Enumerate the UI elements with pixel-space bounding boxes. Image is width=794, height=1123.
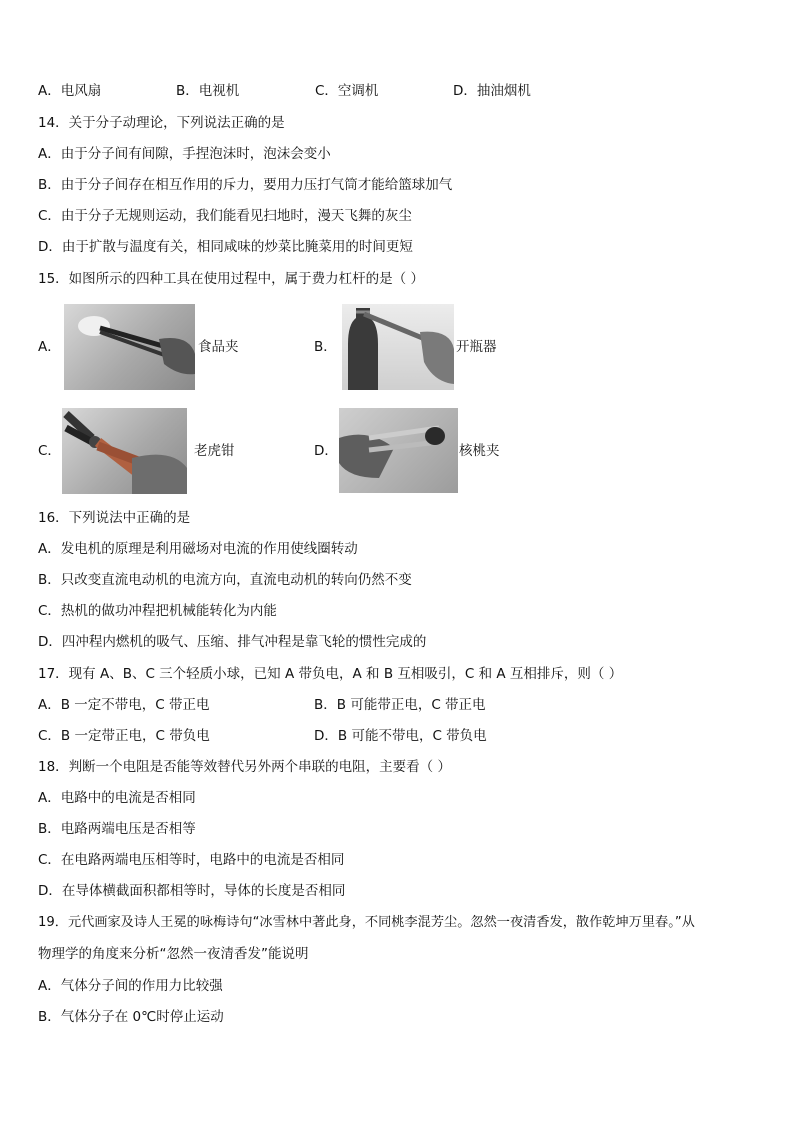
q19-stem-line1: 19．元代画家及诗人王冕的咏梅诗句“冰雪林中著此身，不同桃李混芳尘。忽然一夜清香发，散作乾坤万里春。”从 <box>38 915 695 930</box>
q15-option-a-caption: 食品夹 <box>198 339 239 355</box>
q14-option-a: A．由于分子间有间隙，手捏泡沫时，泡沫会变小 <box>38 146 331 162</box>
q18-option-d: D．在导体横截面积都相等时，导体的长度是否相同 <box>38 883 346 899</box>
q16-option-d: D．四冲程内燃机的吸气、压缩、排气冲程是靠飞轮的惯性完成的 <box>38 634 427 650</box>
q14-option-d: D．由于扩散与温度有关，相同咸味的炒菜比腌菜用的时间更短 <box>38 239 413 255</box>
q16-option-a: A．发电机的原理是利用磁场对电流的作用使线圈转动 <box>38 541 358 557</box>
q18-option-b: B．电路两端电压是否相等 <box>38 821 196 837</box>
q15-stem: 15．如图所示的四种工具在使用过程中，属于费力杠杆的是（ ） <box>38 271 424 287</box>
nutcracker-photo <box>339 408 458 493</box>
q18-option-a: A．电路中的电流是否相同 <box>38 790 196 806</box>
q17-stem: 17．现有 A、B、C 三个轻质小球，已知 A 带负电，A 和 B 互相吸引，C 和 A 互相排斥，则（ ） <box>38 666 623 682</box>
q19-option-b: B．气体分子在 0℃时停止运动 <box>38 1009 224 1025</box>
q17-option-a: A．B 一定不带电，C 带正电 <box>38 697 210 713</box>
pliers-photo <box>62 408 187 494</box>
q17-option-c: C．B 一定带正电，C 带负电 <box>38 728 210 744</box>
q15-option-b-caption: 开瓶器 <box>456 339 497 355</box>
q16-stem: 16．下列说法中正确的是 <box>38 510 191 526</box>
q18-stem: 18．判断一个电阻是否能等效替代另外两个串联的电阻，主要看（ ） <box>38 759 451 775</box>
q15-option-d-letter: D． <box>314 443 338 459</box>
food-tongs-photo <box>64 304 195 390</box>
q13-option-c: C．空调机 <box>315 83 379 99</box>
q19-stem-line2: 物理学的角度来分析“忽然一夜清香发”能说明 <box>38 946 309 962</box>
q17-option-b: B．B 可能带正电，C 带正电 <box>314 697 486 713</box>
q16-option-c: C．热机的做功冲程把机械能转化为内能 <box>38 603 277 619</box>
q15-option-b-letter: B． <box>314 339 337 355</box>
q13-option-b: B．电视机 <box>176 83 240 99</box>
q17-option-d: D．B 可能不带电，C 带负电 <box>314 728 487 744</box>
q14-option-c: C．由于分子无规则运动，我们能看见扫地时，漫天飞舞的灰尘 <box>38 208 412 224</box>
q15-option-c-letter: C． <box>38 443 61 459</box>
q13-option-d: D．抽油烟机 <box>453 83 531 99</box>
q14-stem: 14．关于分子动理论，下列说法正确的是 <box>38 115 285 131</box>
q18-option-c: C．在电路两端电压相等时，电路中的电流是否相同 <box>38 852 345 868</box>
q15-option-d-caption: 核桃夹 <box>459 443 500 459</box>
q14-option-b: B．由于分子间存在相互作用的斥力，要用力压打气筒才能给篮球加气 <box>38 177 453 193</box>
q15-option-a-letter: A． <box>38 339 61 355</box>
bottle-opener-photo <box>342 304 454 390</box>
q16-option-b: B．只改变直流电动机的电流方向，直流电动机的转向仍然不变 <box>38 572 412 588</box>
q13-option-a: A．电风扇 <box>38 83 102 99</box>
q15-option-c-caption: 老虎钳 <box>194 443 235 459</box>
q19-option-a: A．气体分子间的作用力比较强 <box>38 978 223 994</box>
